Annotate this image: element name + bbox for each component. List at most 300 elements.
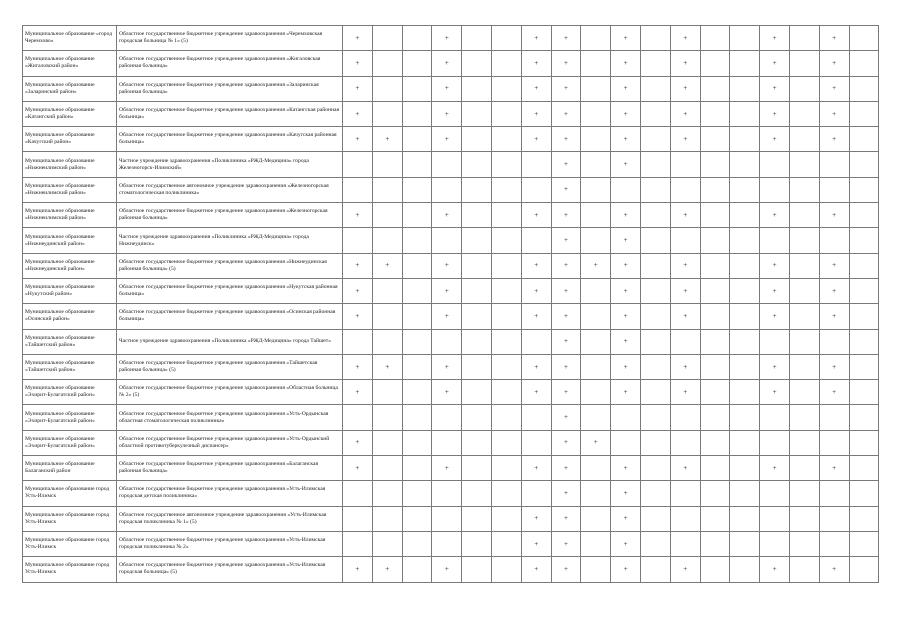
- mark-cell: +: [581, 253, 611, 278]
- mark-cell: +: [760, 51, 790, 76]
- mark-cell: [760, 531, 790, 556]
- mark-cell: +: [521, 304, 551, 329]
- mark-cell: [432, 481, 462, 506]
- mark-cell: [581, 76, 611, 101]
- mark-cell: [730, 506, 760, 531]
- table-row: [23, 481, 879, 506]
- institution-cell: [117, 253, 343, 278]
- mark-cell: [491, 456, 521, 481]
- mark-cell: [372, 304, 402, 329]
- mark-cell: [700, 278, 730, 303]
- mark-cell: [640, 228, 670, 253]
- mark-cell: [581, 177, 611, 202]
- mark-cell: [491, 76, 521, 101]
- mark-cell: +: [551, 481, 581, 506]
- mark-cell: +: [819, 354, 849, 379]
- institution-name: Частное учреждение здравоохранения «Поликлиника «РЖД-Медицина» города Тайшет»: [119, 338, 331, 345]
- mark-cell: +: [611, 531, 641, 556]
- mark-cell: [849, 481, 879, 506]
- table-row: [23, 304, 879, 329]
- institution-cell: [117, 127, 343, 152]
- mark-cell: [640, 304, 670, 329]
- mark-cell: [760, 329, 790, 354]
- mark-cell: [432, 228, 462, 253]
- mark-cell: +: [343, 456, 373, 481]
- mark-cell: [462, 253, 492, 278]
- mark-cell: [372, 531, 402, 556]
- institution-cell: [117, 51, 343, 76]
- mark-cell: [491, 51, 521, 76]
- mark-cell: [849, 557, 879, 582]
- mark-cell: +: [760, 253, 790, 278]
- mark-cell: [640, 531, 670, 556]
- table-row: [23, 380, 879, 405]
- mark-cell: [819, 430, 849, 455]
- mark-cell: [491, 329, 521, 354]
- mark-cell: +: [432, 380, 462, 405]
- mark-cell: [730, 177, 760, 202]
- institution-cell: [117, 152, 343, 177]
- mark-cell: [730, 152, 760, 177]
- mark-cell: [462, 506, 492, 531]
- mark-cell: [491, 127, 521, 152]
- mark-cell: [432, 177, 462, 202]
- mark-cell: [670, 405, 700, 430]
- mark-cell: [611, 405, 641, 430]
- municipality-name: Муниципальное образование «Нукутский район»: [25, 284, 95, 298]
- mark-cell: [789, 101, 819, 126]
- municipality-cell: [23, 329, 117, 354]
- mark-cell: [640, 380, 670, 405]
- mark-cell: [760, 405, 790, 430]
- mark-cell: +: [521, 506, 551, 531]
- mark-cell: [462, 456, 492, 481]
- institution-name: Областное государственное автономное учреждение здравоохранения «Усть-Илимская городская поликлиника № 1» (5): [119, 511, 327, 525]
- mark-cell: +: [432, 26, 462, 51]
- institution-cell: [117, 354, 343, 379]
- mark-cell: [491, 278, 521, 303]
- mark-cell: +: [670, 101, 700, 126]
- table-row: [23, 329, 879, 354]
- mark-cell: [849, 51, 879, 76]
- mark-cell: +: [819, 456, 849, 481]
- mark-cell: +: [551, 51, 581, 76]
- mark-cell: [789, 557, 819, 582]
- mark-cell: [432, 506, 462, 531]
- table-row: [23, 354, 879, 379]
- mark-cell: [521, 228, 551, 253]
- institution-name: Областное государственное бюджетное учреждение здравоохранения «Осинская районная больница»: [119, 309, 336, 323]
- mark-cell: +: [551, 354, 581, 379]
- mark-cell: +: [611, 76, 641, 101]
- mark-cell: [760, 228, 790, 253]
- mark-cell: [789, 329, 819, 354]
- mark-cell: [640, 253, 670, 278]
- mark-cell: [640, 51, 670, 76]
- institution-name: Областное государственное бюджетное учреждение здравоохранения «Заларинская районная больница»: [119, 81, 319, 95]
- mark-cell: [730, 405, 760, 430]
- mark-cell: +: [819, 557, 849, 582]
- municipality-cell: [23, 228, 117, 253]
- mark-cell: +: [343, 101, 373, 126]
- mark-cell: [372, 177, 402, 202]
- mark-cell: +: [611, 127, 641, 152]
- mark-cell: +: [521, 26, 551, 51]
- table-body: [23, 26, 879, 583]
- mark-cell: +: [372, 557, 402, 582]
- mark-cell: [402, 253, 432, 278]
- institution-cell: [117, 177, 343, 202]
- mark-cell: +: [521, 51, 551, 76]
- municipality-cell: [23, 152, 117, 177]
- municipality-name: Муниципальное образование «Эхирит-Булагатский район»: [25, 435, 95, 449]
- mark-cell: [402, 101, 432, 126]
- mark-cell: [700, 152, 730, 177]
- mark-cell: [372, 203, 402, 228]
- mark-cell: [402, 329, 432, 354]
- mark-cell: [581, 405, 611, 430]
- mark-cell: [760, 430, 790, 455]
- mark-cell: [789, 152, 819, 177]
- mark-cell: [849, 456, 879, 481]
- mark-cell: [819, 177, 849, 202]
- mark-cell: +: [670, 26, 700, 51]
- mark-cell: [521, 430, 551, 455]
- municipality-name: Муниципальное образование «Осинский район»: [25, 309, 95, 323]
- mark-cell: [343, 152, 373, 177]
- mark-cell: +: [611, 101, 641, 126]
- mark-cell: [372, 278, 402, 303]
- institution-name: Областное государственное бюджетное учреждение здравоохранения «Балаганская районная больница»: [119, 461, 319, 475]
- mark-cell: +: [432, 456, 462, 481]
- mark-cell: [640, 430, 670, 455]
- table-row: [23, 101, 879, 126]
- institution-name: Областное государственное бюджетное учреждение здравоохранения «Областная больница № 2» (5): [119, 385, 338, 399]
- municipality-name: Муниципальное образование город Усть-Илимск: [25, 486, 110, 500]
- mark-cell: +: [760, 380, 790, 405]
- mark-cell: [700, 127, 730, 152]
- table-row: [23, 278, 879, 303]
- mark-cell: [670, 177, 700, 202]
- mark-cell: +: [432, 278, 462, 303]
- mark-cell: [432, 329, 462, 354]
- mark-cell: [670, 430, 700, 455]
- mark-cell: [789, 380, 819, 405]
- mark-cell: [491, 152, 521, 177]
- mark-cell: +: [819, 26, 849, 51]
- mark-cell: [581, 228, 611, 253]
- mark-cell: [581, 506, 611, 531]
- mark-cell: +: [343, 430, 373, 455]
- mark-cell: [789, 26, 819, 51]
- mark-cell: [640, 354, 670, 379]
- mark-cell: [491, 531, 521, 556]
- municipality-cell: [23, 354, 117, 379]
- mark-cell: +: [581, 430, 611, 455]
- mark-cell: [700, 329, 730, 354]
- mark-cell: [372, 228, 402, 253]
- mark-cell: [849, 127, 879, 152]
- mark-cell: +: [760, 557, 790, 582]
- mark-cell: [789, 177, 819, 202]
- table-row: [23, 127, 879, 152]
- mark-cell: [849, 380, 879, 405]
- mark-cell: [432, 405, 462, 430]
- mark-cell: [581, 152, 611, 177]
- mark-cell: [819, 481, 849, 506]
- institution-name: Областное государственное бюджетное учреждение здравоохранения «Усть-Ордынская областная стоматологическая поликлиника»: [119, 410, 329, 424]
- mark-cell: [789, 430, 819, 455]
- mark-cell: [581, 26, 611, 51]
- mark-cell: [640, 481, 670, 506]
- mark-cell: +: [819, 304, 849, 329]
- mark-cell: [640, 101, 670, 126]
- mark-cell: +: [521, 531, 551, 556]
- mark-cell: [521, 177, 551, 202]
- mark-cell: [640, 127, 670, 152]
- mark-cell: +: [551, 531, 581, 556]
- mark-cell: [700, 51, 730, 76]
- mark-cell: +: [372, 354, 402, 379]
- mark-cell: +: [611, 304, 641, 329]
- municipality-name: Муниципальное образование «Нижнеилимский район»: [25, 182, 95, 196]
- institution-cell: [117, 329, 343, 354]
- mark-cell: [521, 329, 551, 354]
- mark-cell: [581, 380, 611, 405]
- mark-cell: +: [521, 127, 551, 152]
- mark-cell: +: [343, 304, 373, 329]
- mark-cell: [849, 531, 879, 556]
- mark-cell: +: [521, 278, 551, 303]
- mark-cell: [462, 329, 492, 354]
- table-row: [23, 456, 879, 481]
- mark-cell: +: [611, 380, 641, 405]
- mark-cell: [849, 228, 879, 253]
- mark-cell: +: [670, 354, 700, 379]
- mark-cell: [372, 456, 402, 481]
- mark-cell: [700, 481, 730, 506]
- institution-name: Частное учреждение здравоохранения «Поликлиника «РЖД-Медицина» города Нижнеудинск»: [119, 233, 309, 247]
- mark-cell: +: [670, 76, 700, 101]
- institution-cell: [117, 531, 343, 556]
- institution-name: Областное государственное бюджетное учреждение здравоохранения «Катангская районная больница»: [119, 107, 340, 121]
- mark-cell: [700, 380, 730, 405]
- mark-cell: [700, 506, 730, 531]
- mark-cell: +: [551, 278, 581, 303]
- table-row: [23, 557, 879, 582]
- mark-cell: [491, 557, 521, 582]
- mark-cell: +: [611, 253, 641, 278]
- mark-cell: [700, 203, 730, 228]
- mark-cell: [849, 76, 879, 101]
- mark-cell: [521, 481, 551, 506]
- municipality-name: Муниципальное образование «Заларинский район»: [25, 81, 95, 95]
- municipality-name: Муниципальное образование Балаганский район: [25, 461, 95, 475]
- mark-cell: [462, 26, 492, 51]
- municipality-cell: [23, 430, 117, 455]
- mark-cell: [760, 506, 790, 531]
- mark-cell: [462, 304, 492, 329]
- mark-cell: [640, 76, 670, 101]
- mark-cell: +: [611, 278, 641, 303]
- mark-cell: [491, 405, 521, 430]
- mark-cell: +: [670, 304, 700, 329]
- mark-cell: [670, 481, 700, 506]
- municipality-name: Муниципальное образование «Качугский район»: [25, 132, 95, 146]
- mark-cell: [789, 531, 819, 556]
- mark-cell: [700, 456, 730, 481]
- mark-cell: [581, 531, 611, 556]
- mark-cell: [462, 152, 492, 177]
- table-row: [23, 177, 879, 202]
- municipality-cell: [23, 26, 117, 51]
- mark-cell: +: [521, 203, 551, 228]
- municipality-cell: [23, 456, 117, 481]
- mark-cell: [849, 101, 879, 126]
- mark-cell: +: [432, 101, 462, 126]
- mark-cell: +: [521, 456, 551, 481]
- mark-cell: [730, 127, 760, 152]
- municipality-name: Муниципальное образование «Нижнеудинский район»: [25, 233, 95, 247]
- mark-cell: [372, 405, 402, 430]
- municipality-cell: [23, 203, 117, 228]
- institution-name: Областное государственное бюджетное учреждение здравоохранения «Усть-Илимская городская поликлиника № 2»: [119, 537, 326, 551]
- mark-cell: [581, 127, 611, 152]
- municipality-name: Муниципальное образование «Эхирит-Булагатский район»: [25, 385, 95, 399]
- mark-cell: +: [343, 203, 373, 228]
- mark-cell: [789, 506, 819, 531]
- mark-cell: [670, 531, 700, 556]
- mark-cell: [491, 203, 521, 228]
- mark-cell: [372, 152, 402, 177]
- mark-cell: [730, 557, 760, 582]
- mark-cell: [491, 26, 521, 51]
- mark-cell: [819, 531, 849, 556]
- mark-cell: +: [760, 354, 790, 379]
- mark-cell: [491, 177, 521, 202]
- mark-cell: +: [611, 26, 641, 51]
- mark-cell: [581, 557, 611, 582]
- mark-cell: [849, 506, 879, 531]
- mark-cell: [462, 380, 492, 405]
- table-row: [23, 506, 879, 531]
- mark-cell: [789, 253, 819, 278]
- mark-cell: +: [760, 127, 790, 152]
- mark-cell: [611, 177, 641, 202]
- mark-cell: [521, 405, 551, 430]
- institution-cell: [117, 405, 343, 430]
- mark-cell: [789, 51, 819, 76]
- mark-cell: +: [432, 127, 462, 152]
- institution-cell: [117, 278, 343, 303]
- mark-cell: [402, 177, 432, 202]
- mark-cell: [849, 430, 879, 455]
- mark-cell: [700, 101, 730, 126]
- institution-name: Областное государственное бюджетное учреждение здравоохранения «Тайшетская районная больница» (5): [119, 360, 318, 373]
- mark-cell: [402, 506, 432, 531]
- mark-cell: [402, 26, 432, 51]
- mark-cell: [581, 354, 611, 379]
- mark-cell: [581, 481, 611, 506]
- mark-cell: [819, 152, 849, 177]
- mark-cell: [402, 405, 432, 430]
- mark-cell: +: [670, 51, 700, 76]
- institution-cell: [117, 481, 343, 506]
- table-row: [23, 228, 879, 253]
- mark-cell: [402, 228, 432, 253]
- municipality-name: Муниципальное образование город Усть-Илимск: [25, 537, 110, 551]
- mark-cell: [700, 531, 730, 556]
- mark-cell: +: [521, 253, 551, 278]
- mark-cell: [491, 354, 521, 379]
- municipality-name: Муниципальное образование город Усть-Илимск: [25, 562, 110, 576]
- mark-cell: +: [432, 51, 462, 76]
- mark-cell: [730, 304, 760, 329]
- mark-cell: [462, 51, 492, 76]
- mark-cell: [462, 481, 492, 506]
- mark-cell: [372, 76, 402, 101]
- mark-cell: [640, 177, 670, 202]
- mark-cell: [491, 380, 521, 405]
- mark-cell: +: [343, 127, 373, 152]
- municipality-cell: [23, 177, 117, 202]
- mark-cell: [670, 152, 700, 177]
- mark-cell: +: [521, 76, 551, 101]
- mark-cell: [789, 354, 819, 379]
- mark-cell: [581, 203, 611, 228]
- mark-cell: [462, 76, 492, 101]
- institution-name: Областное государственное бюджетное учреждение здравоохранения «Нижнеудинская районная больница» (5): [119, 258, 327, 272]
- institution-name: Областное государственное бюджетное учреждение здравоохранения «Черемховская городская больница № 1» (5): [119, 31, 323, 45]
- institution-name: Областное государственное бюджетное учреждение здравоохранения «Железногорская районная больница»: [119, 208, 328, 222]
- mark-cell: [789, 203, 819, 228]
- mark-cell: [730, 228, 760, 253]
- mark-cell: +: [343, 380, 373, 405]
- facility-table: [22, 25, 879, 583]
- mark-cell: [402, 127, 432, 152]
- mark-cell: [730, 354, 760, 379]
- institution-cell: [117, 76, 343, 101]
- mark-cell: [849, 405, 879, 430]
- institution-cell: [117, 304, 343, 329]
- mark-cell: [640, 557, 670, 582]
- mark-cell: [402, 380, 432, 405]
- mark-cell: [462, 101, 492, 126]
- mark-cell: [730, 329, 760, 354]
- mark-cell: +: [551, 329, 581, 354]
- mark-cell: [819, 228, 849, 253]
- mark-cell: +: [670, 203, 700, 228]
- mark-cell: [670, 329, 700, 354]
- mark-cell: [789, 76, 819, 101]
- mark-cell: [491, 253, 521, 278]
- mark-cell: +: [521, 354, 551, 379]
- mark-cell: +: [432, 253, 462, 278]
- mark-cell: [640, 405, 670, 430]
- mark-cell: [462, 405, 492, 430]
- mark-cell: [372, 481, 402, 506]
- mark-cell: [343, 228, 373, 253]
- municipality-name: Муниципальное образование «Тайшетский район»: [25, 360, 95, 373]
- mark-cell: +: [670, 380, 700, 405]
- table-row: [23, 152, 879, 177]
- table-row: [23, 51, 879, 76]
- mark-cell: [372, 329, 402, 354]
- mark-cell: [789, 405, 819, 430]
- mark-cell: [462, 127, 492, 152]
- mark-cell: +: [551, 304, 581, 329]
- institution-name: Областное государственное бюджетное учреждение здравоохранения «Усть-Илимская городская больница» (5): [119, 562, 326, 576]
